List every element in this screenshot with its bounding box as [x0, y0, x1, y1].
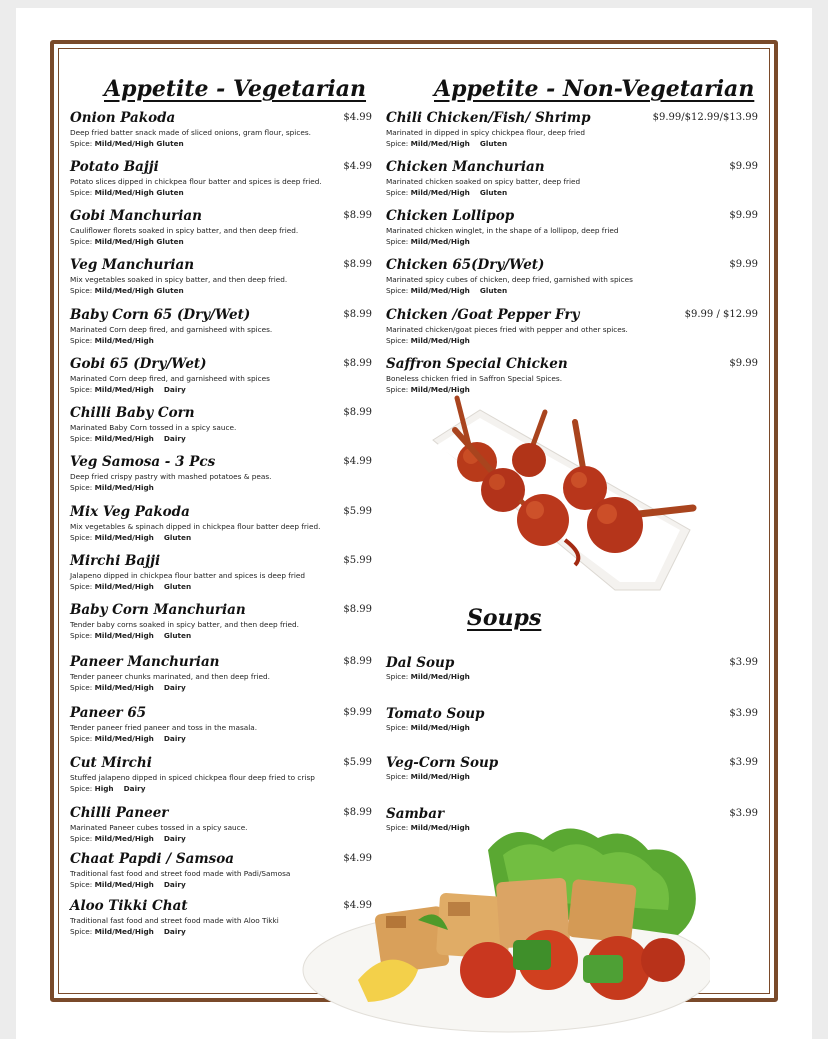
- item-price: $8.99: [343, 210, 372, 221]
- item-description: Deep fried crispy pastry with mashed potatoes & peas.: [70, 472, 272, 481]
- spice-level: Mild/Med/High: [94, 880, 154, 889]
- item-name: Veg-Corn Soup: [386, 755, 499, 771]
- allergen-tag: Gluten: [479, 286, 508, 295]
- item-price: $9.99: [729, 259, 758, 270]
- spice-level: Mild/Med/High: [410, 336, 470, 345]
- item-name: Potato Bajji: [70, 159, 159, 175]
- item-price: $5.99: [343, 555, 372, 566]
- item-name: Mix Veg Pakoda: [70, 504, 190, 520]
- menu-item: [70, 504, 372, 543]
- menu-item: [70, 705, 372, 744]
- item-price: $4.99: [343, 112, 372, 123]
- item-price: $5.99: [343, 506, 372, 517]
- item-name: Chili Chicken/Fish/ Shrimp: [386, 110, 591, 126]
- spice-label: Spice:: [386, 336, 409, 345]
- spice-label: Spice:: [70, 533, 93, 542]
- item-price: $9.99/$12.99/$13.99: [652, 112, 758, 123]
- item-price: $8.99: [343, 309, 372, 320]
- item-price: $9.99: [729, 358, 758, 369]
- menu-item: [70, 602, 372, 641]
- item-description: Marinated chicken/goat pieces fried with pepper and other spices.: [386, 325, 628, 334]
- item-spice: [70, 733, 372, 744]
- item-name: Sambar: [386, 806, 445, 822]
- spice-level: Mild/Med/High: [94, 631, 154, 640]
- heading-soups: Soups: [467, 605, 542, 631]
- spice-level: Mild/Med/High: [94, 385, 154, 394]
- item-name: Paneer Manchurian: [70, 654, 220, 670]
- item-name: Onion Pakoda: [70, 110, 176, 126]
- item-spice: [386, 285, 758, 296]
- allergen-tag: Dairy: [123, 784, 146, 793]
- allergen-tag: Dairy: [163, 927, 186, 936]
- item-price: $8.99: [343, 358, 372, 369]
- spice-label: Spice:: [70, 483, 93, 492]
- item-description: Stuffed jalapeno dipped in spiced chickpea flour deep fried to crisp: [70, 773, 315, 782]
- item-description: Traditional fast food and street food made with Padi/Samosa: [70, 869, 291, 878]
- allergen-tag: Dairy: [163, 834, 186, 843]
- item-description: Marinated chicken winglet, in the shape of a lollipop, deep fried: [386, 226, 619, 235]
- spice-label: Spice:: [70, 683, 93, 692]
- item-name: Tomato Soup: [386, 706, 485, 722]
- item-description: Marinated spicy cubes of chicken, deep fried, garnished with spices: [386, 275, 633, 284]
- menu-item: [386, 257, 758, 296]
- spice-label: Spice:: [70, 582, 93, 591]
- item-price: $3.99: [729, 757, 758, 768]
- item-description: Marinated in dipped in spicy chickpea flour, deep fried: [386, 128, 586, 137]
- item-name: Aloo Tikki Chat: [70, 898, 188, 914]
- item-name: Gobi Manchurian: [70, 208, 202, 224]
- item-spice: [70, 138, 372, 149]
- allergen-tag: Dairy: [163, 683, 186, 692]
- item-price: $9.99: [729, 161, 758, 172]
- item-price: $8.99: [343, 407, 372, 418]
- item-name: Chicken Manchurian: [386, 159, 545, 175]
- item-price: $4.99: [343, 853, 372, 864]
- menu-item: [70, 454, 372, 493]
- spice-label: Spice:: [386, 237, 409, 246]
- spice-label: Spice:: [70, 286, 93, 295]
- item-name: Gobi 65 (Dry/Wet): [70, 356, 207, 372]
- item-description: Mix vegetables & spinach dipped in chickpea flour batter deep fried.: [70, 522, 321, 531]
- allergen-tag: Gluten: [479, 188, 508, 197]
- allergen-tag: Gluten: [163, 533, 192, 542]
- spice-label: Spice:: [386, 139, 409, 148]
- allergen-tag: Gluten: [479, 139, 508, 148]
- item-spice: [386, 771, 758, 782]
- spice-label: Spice:: [70, 237, 93, 246]
- menu-item: [70, 159, 372, 198]
- allergen-tag: Dairy: [163, 734, 186, 743]
- item-name: Dal Soup: [386, 655, 455, 671]
- item-description: Jalapeno dipped in chickpea flour batter and spices is deep fried: [70, 571, 305, 580]
- spice-label: Spice:: [386, 672, 409, 681]
- menu-item: [70, 307, 372, 346]
- item-name: Chicken 65(Dry/Wet): [386, 257, 545, 273]
- item-price: $9.99: [729, 210, 758, 221]
- spice-level: Mild/Med/High: [410, 188, 470, 197]
- item-spice: [70, 482, 372, 493]
- allergen-tag: Gluten: [163, 631, 192, 640]
- item-name: Baby Corn Manchurian: [70, 602, 246, 618]
- item-name: Veg Manchurian: [70, 257, 195, 273]
- item-description: Marinated Paneer cubes tossed in a spicy sauce.: [70, 823, 248, 832]
- item-price: $3.99: [729, 708, 758, 719]
- spice-label: Spice:: [70, 927, 93, 936]
- spice-label: Spice:: [70, 784, 93, 793]
- item-spice: [70, 335, 372, 346]
- menu-item: [386, 208, 758, 247]
- item-name: Chicken Lollipop: [386, 208, 515, 224]
- menu-item: [70, 257, 372, 296]
- heading-vegetarian: Appetite - Vegetarian: [104, 76, 367, 102]
- item-price: $3.99: [729, 657, 758, 668]
- item-description: Boneless chicken fried in Saffron Special Spices.: [386, 374, 563, 383]
- item-name: Chaat Papdi / Samsoa: [70, 851, 234, 867]
- spice-level: Mild/Med/High: [94, 834, 154, 843]
- spice-level: Mild/Med/High: [94, 683, 154, 692]
- item-spice: [386, 236, 758, 247]
- spice-label: Spice:: [70, 631, 93, 640]
- spice-label: Spice:: [70, 834, 93, 843]
- spice-label: Spice:: [386, 823, 409, 832]
- menu-item: [70, 405, 372, 444]
- item-name: Mirchi Bajji: [70, 553, 161, 569]
- chicken-lollipop-photo: [425, 390, 700, 600]
- item-spice: [70, 682, 372, 693]
- menu-item: [70, 110, 372, 149]
- spice-level: Mild/Med/High: [410, 139, 470, 148]
- item-price: $4.99: [343, 900, 372, 911]
- spice-label: Spice:: [70, 734, 93, 743]
- menu-item: [70, 208, 372, 247]
- spice-level: Mild/Med/High Gluten: [94, 139, 184, 148]
- item-description: Tender paneer fried paneer and toss in the masala.: [70, 723, 258, 732]
- spice-label: Spice:: [70, 385, 93, 394]
- item-description: Tender baby corns soaked in spicy batter, and then deep fried.: [70, 620, 299, 629]
- item-price: $8.99: [343, 604, 372, 615]
- menu-item: [386, 110, 758, 149]
- item-description: Marinated Corn deep fired, and garnisheed with spices: [70, 374, 270, 383]
- item-name: Cut Mirchi: [70, 755, 152, 771]
- item-description: Marinated chicken soaked on spicy batter, deep fried: [386, 177, 581, 186]
- menu-item: [386, 755, 758, 782]
- item-spice: [386, 722, 758, 733]
- spice-label: Spice:: [386, 286, 409, 295]
- item-spice: [70, 630, 372, 641]
- item-description: Cauliflower florets soaked in spicy batter, and then deep fried.: [70, 226, 299, 235]
- item-name: Chilli Paneer: [70, 805, 169, 821]
- item-spice: [386, 138, 758, 149]
- allergen-tag: Dairy: [163, 880, 186, 889]
- spice-level: Mild/Med/High: [410, 385, 470, 394]
- spice-label: Spice:: [386, 188, 409, 197]
- item-description: Potato slices dipped in chickpea flour batter and spices is deep fried.: [70, 177, 322, 186]
- item-name: Veg Samosa - 3 Pcs: [70, 454, 216, 470]
- item-name: Paneer 65: [70, 705, 147, 721]
- item-description: Mix vegetables soaked in spicy batter, and then deep fried.: [70, 275, 288, 284]
- spice-level: Mild/Med/High: [94, 734, 154, 743]
- menu-item: [386, 655, 758, 682]
- spice-level: Mild/Med/High: [410, 772, 470, 781]
- item-name: Chilli Baby Corn: [70, 405, 195, 421]
- spice-level: Mild/Med/High: [94, 336, 154, 345]
- menu-item: [386, 159, 758, 198]
- item-spice: [70, 187, 372, 198]
- item-name: Chicken /Goat Pepper Fry: [386, 307, 580, 323]
- item-price: $5.99: [343, 757, 372, 768]
- menu-item: [386, 307, 758, 346]
- spice-label: Spice:: [70, 434, 93, 443]
- spice-level: Mild/Med/High: [410, 723, 470, 732]
- allergen-tag: Dairy: [163, 434, 186, 443]
- spice-level: Mild/Med/High: [94, 533, 154, 542]
- spice-level: High: [94, 784, 114, 793]
- item-spice: [70, 581, 372, 592]
- spice-level: Mild/Med/High: [94, 582, 154, 591]
- spice-level: Mild/Med/High: [94, 927, 154, 936]
- spice-label: Spice:: [386, 385, 409, 394]
- item-spice: [70, 384, 372, 395]
- item-description: Marinated Corn deep fired, and garnisheed with spices.: [70, 325, 273, 334]
- heading-non-vegetarian: Appetite - Non-Vegetarian: [434, 76, 755, 102]
- menu-item: [70, 356, 372, 395]
- item-description: Marinated Baby Corn tossed in a spicy sauce.: [70, 423, 237, 432]
- menu-item: [386, 706, 758, 733]
- spice-label: Spice:: [70, 880, 93, 889]
- item-price: $8.99: [343, 807, 372, 818]
- item-description: Tender paneer chunks marinated, and then deep fried.: [70, 672, 270, 681]
- paneer-tikka-photo: [298, 820, 710, 1035]
- spice-level: Mild/Med/High: [410, 672, 470, 681]
- item-spice: [386, 671, 758, 682]
- item-spice: [70, 236, 372, 247]
- spice-level: Mild/Med/High: [410, 286, 470, 295]
- spice-label: Spice:: [70, 139, 93, 148]
- item-description: Traditional fast food and street food made with Aloo Tikki: [70, 916, 279, 925]
- allergen-tag: Gluten: [163, 582, 192, 591]
- item-price: $9.99: [343, 707, 372, 718]
- spice-level: Mild/Med/High Gluten: [94, 188, 184, 197]
- item-spice: [386, 187, 758, 198]
- spice-level: Mild/Med/High Gluten: [94, 237, 184, 246]
- spice-label: Spice:: [70, 336, 93, 345]
- allergen-tag: Dairy: [163, 385, 186, 394]
- item-spice: [386, 335, 758, 346]
- item-price: $8.99: [343, 656, 372, 667]
- item-spice: [70, 285, 372, 296]
- item-spice: [70, 783, 372, 794]
- item-spice: [70, 433, 372, 444]
- item-price: $3.99: [729, 808, 758, 819]
- item-spice: [70, 532, 372, 543]
- item-name: Baby Corn 65 (Dry/Wet): [70, 307, 251, 323]
- item-price: $4.99: [343, 161, 372, 172]
- item-price: $4.99: [343, 456, 372, 467]
- spice-level: Mild/Med/High: [94, 434, 154, 443]
- spice-label: Spice:: [70, 188, 93, 197]
- spice-label: Spice:: [386, 772, 409, 781]
- spice-level: Mild/Med/High: [410, 237, 470, 246]
- item-name: Saffron Special Chicken: [386, 356, 568, 372]
- menu-item: [70, 755, 372, 794]
- spice-level: Mild/Med/High: [410, 823, 470, 832]
- spice-label: Spice:: [386, 723, 409, 732]
- item-description: Deep fried batter snack made of sliced onions, gram flour, spices.: [70, 128, 311, 137]
- spice-level: Mild/Med/High: [94, 483, 154, 492]
- item-price: $9.99 / $12.99: [684, 309, 758, 320]
- menu-item: [70, 553, 372, 592]
- item-price: $8.99: [343, 259, 372, 270]
- spice-level: Mild/Med/High Gluten: [94, 286, 184, 295]
- menu-item: [70, 654, 372, 693]
